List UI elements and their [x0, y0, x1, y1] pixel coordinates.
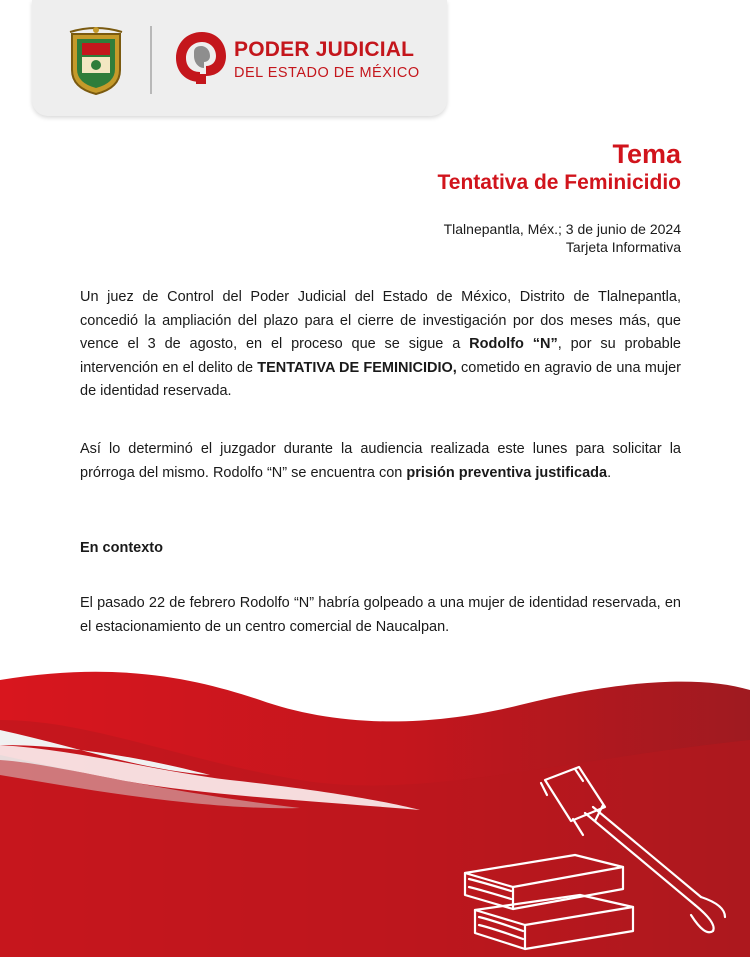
paragraph-2-text-a: Así lo determinó el juzgador durante la audiencia realizada este lunes para solicitar la prórroga del mismo. Rodolfo “N” se encuentra con [80, 441, 681, 481]
header-card [32, 0, 447, 116]
context-paragraph: El pasado 22 de febrero Rodolfo “N” habría golpeado a una mujer de identidad reservada, en el estacionamiento de un centro comercial de Naucalpan. [80, 595, 681, 635]
document-type: Tarjeta Informativa [565, 239, 681, 255]
poder-judicial-logo-icon [172, 28, 228, 86]
place-date: Tlalnepantla, Méx.; 3 de junio de 2024 [443, 221, 681, 237]
estado-de-mexico-seal-icon [66, 26, 126, 96]
paragraph-1-text-c: cometido en agravio de una mujer de identidad reservada. [80, 359, 681, 399]
topic-title: Tentativa de Feminicidio [437, 171, 681, 194]
brand-name: PODER JUDICIAL [234, 38, 415, 61]
header-divider [150, 26, 152, 94]
paragraph-1 [80, 286, 681, 404]
paragraph-2 [80, 438, 681, 485]
gavel-and-books-icon [455, 755, 735, 955]
paragraph-1-text-a: Un juez de Control del Poder Judicial del Estado de México, Distrito de Tlalnepantla, concedió la ampliación del plazo para el cierre de investigación por dos meses más, que vence el 3 de agosto, en el proceso que se sigue a [80, 289, 681, 352]
paragraph-1-text-b: , por su probable intervención en el delito de [80, 336, 681, 376]
topic-label: Tema [612, 139, 681, 169]
precautionary-measure: prisión preventiva justificada [406, 464, 608, 481]
dateline [444, 220, 681, 256]
accused-name: Rodolfo “N” [469, 336, 558, 352]
paragraph-2-text-b: . [607, 464, 612, 481]
crime-name: TENTATIVA DE FEMINICIDIO, [257, 359, 457, 376]
brand-subtitle: DEL ESTADO DE MÉXICO [234, 65, 420, 81]
context-heading: En contexto [80, 540, 163, 556]
